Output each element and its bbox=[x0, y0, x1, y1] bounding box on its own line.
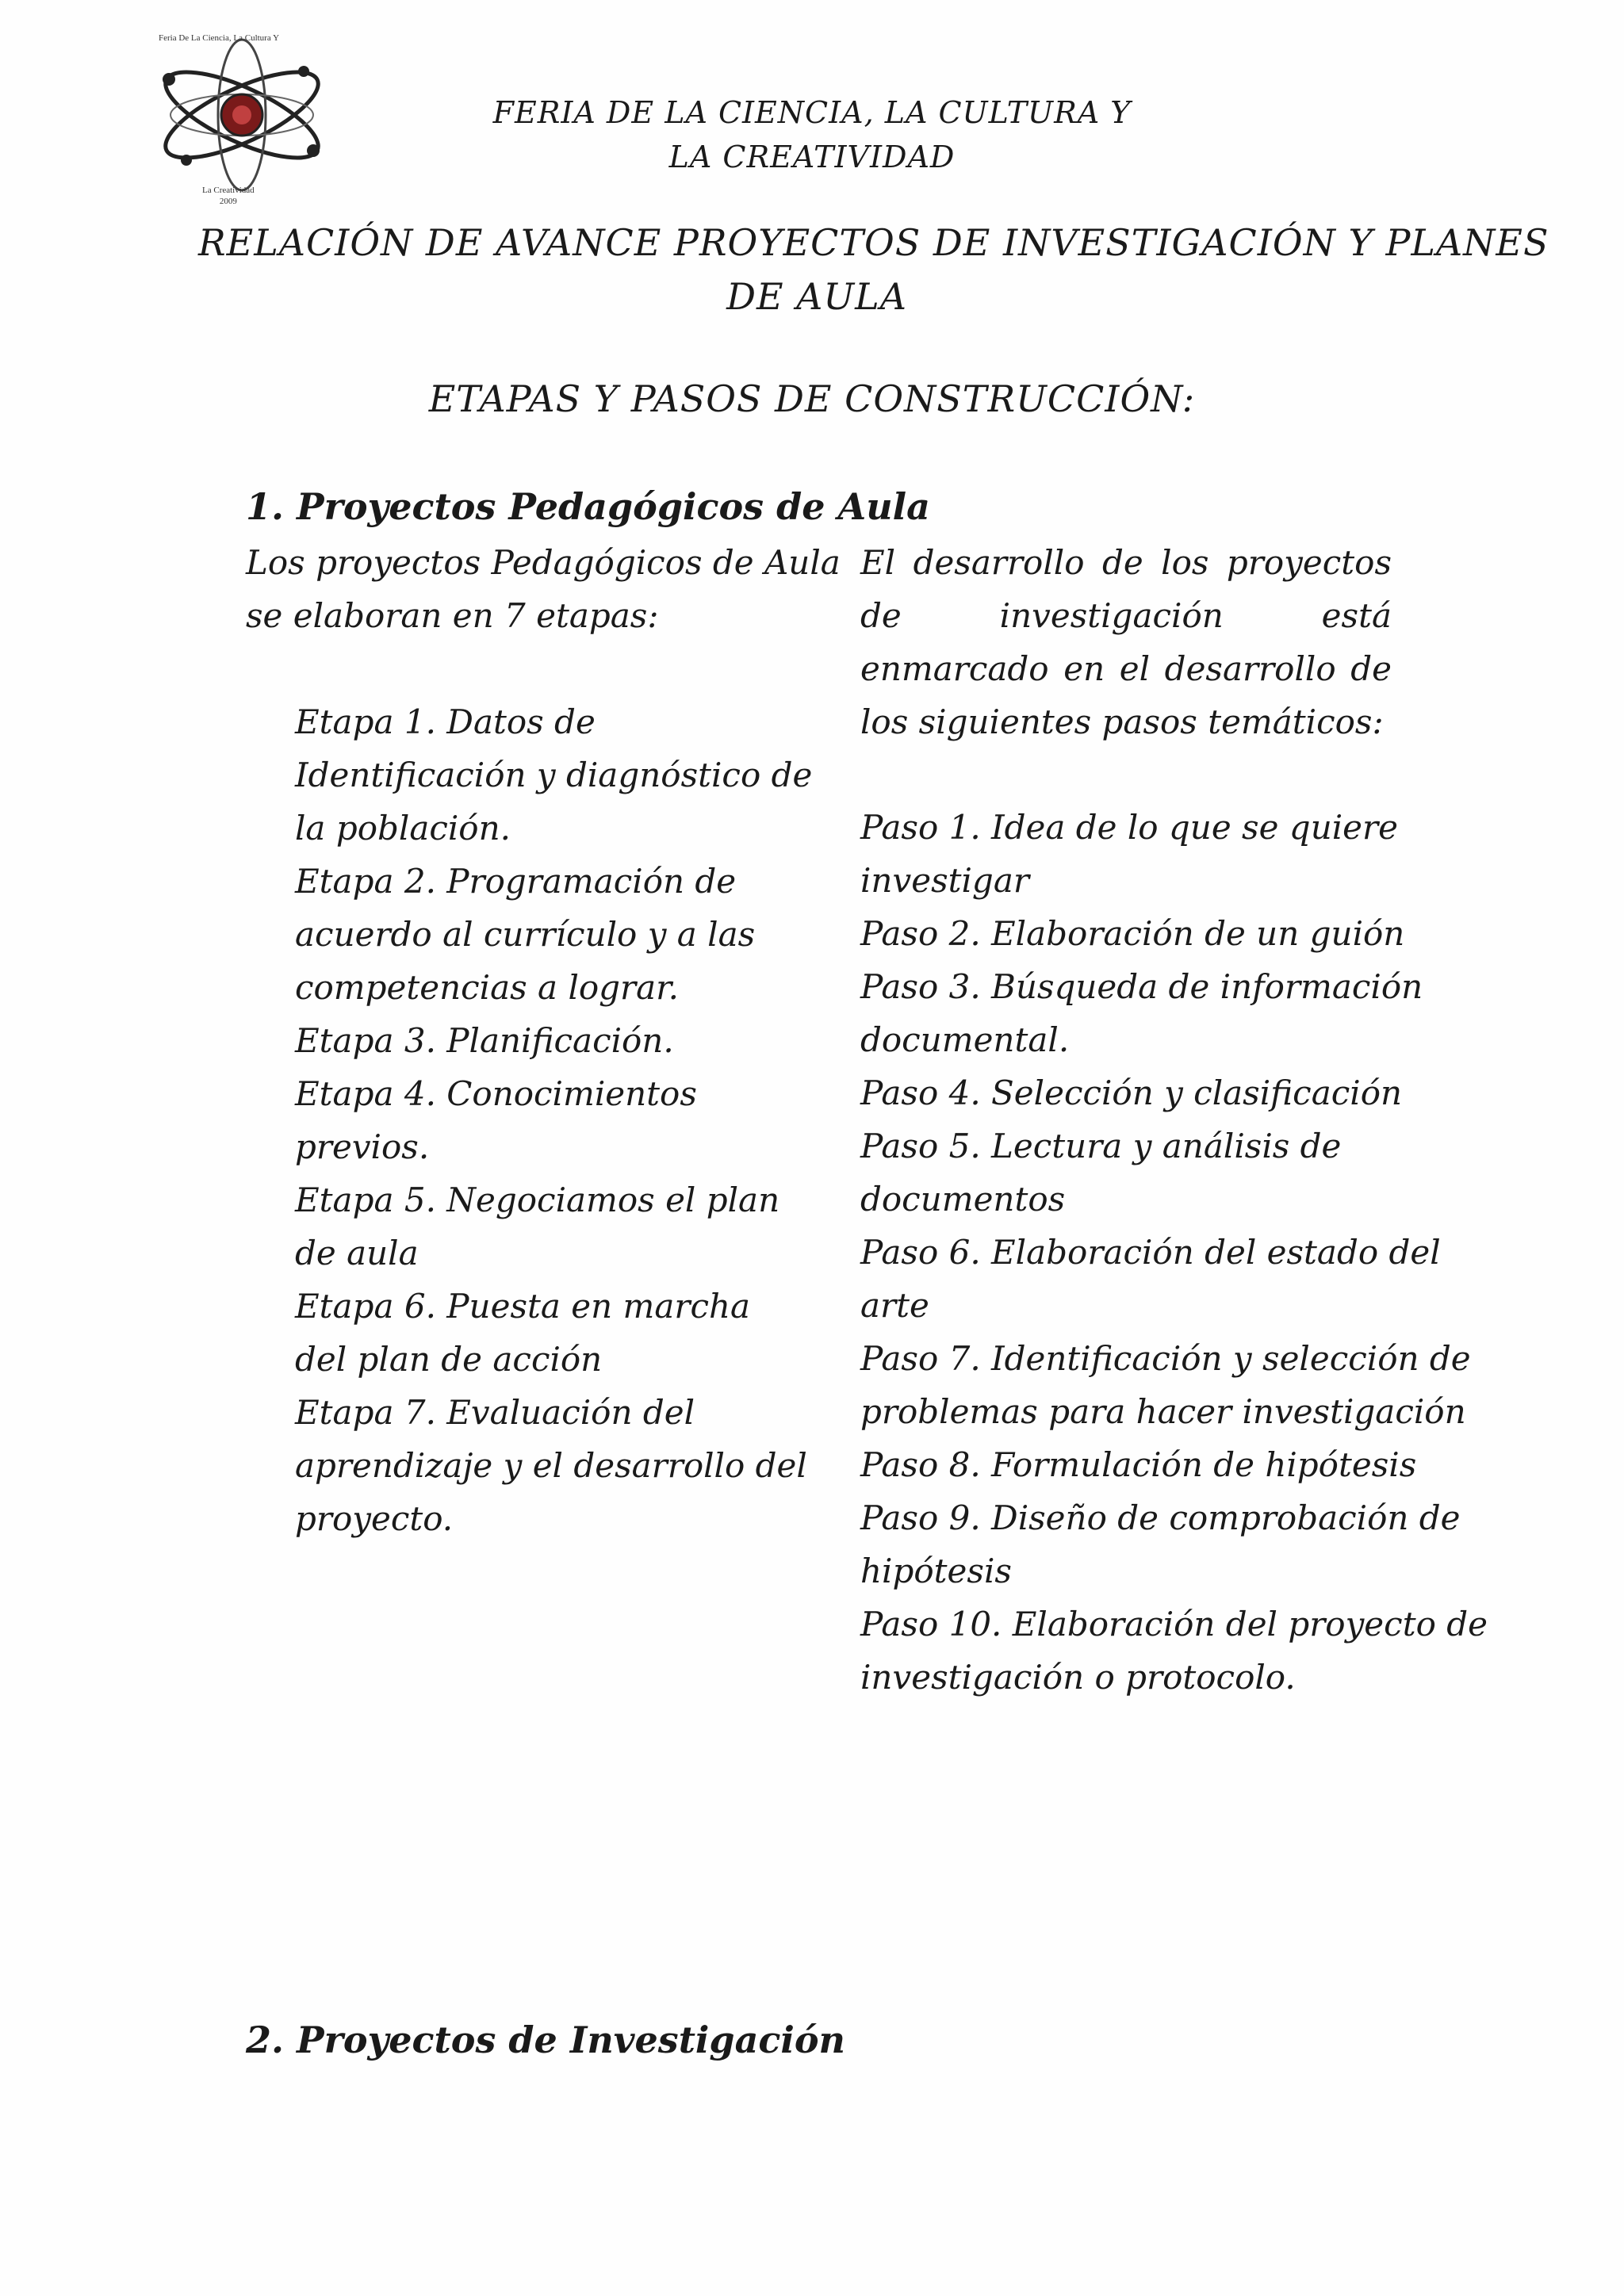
etapa-line: Etapa 6. Puesta en marcha bbox=[295, 1287, 751, 1326]
logo-caption-line: La Creatividad bbox=[202, 186, 255, 195]
logo-caption-top: Feria De La Ciencia, La Cultura Y bbox=[159, 33, 280, 43]
etapa-line: proyecto. bbox=[295, 1499, 454, 1538]
paso-line: problemas para hacer investigación bbox=[860, 1392, 1466, 1431]
logo-caption-year: 2009 bbox=[219, 197, 237, 206]
paso-line: documental. bbox=[860, 1020, 1070, 1059]
paso-line: documentos bbox=[860, 1180, 1066, 1219]
etapas-list bbox=[295, 695, 813, 1545]
etapa-line: la población. bbox=[295, 809, 511, 848]
header-line-2: LA CREATIVIDAD bbox=[668, 140, 956, 174]
header-line-1: FERIA DE LA CIENCIA, LA CULTURA Y bbox=[492, 95, 1132, 130]
right-intro-paragraph: El desarrollo de los proyectos de investigación está enmarcado en el desarrollo de los siguientes pasos temáticos: bbox=[860, 543, 1392, 741]
paso-line: Paso 9. Diseño de comprobación de bbox=[860, 1498, 1461, 1537]
title-line-1: RELACIÓN DE AVANCE PROYECTOS DE INVESTIGACIÓN Y PLANES bbox=[198, 221, 1549, 264]
etapa-line: competencias a lograr. bbox=[295, 968, 679, 1007]
etapa-line: del plan de acción bbox=[295, 1340, 603, 1379]
left-intro bbox=[246, 536, 841, 642]
section-1-heading: 1. Proyectos Pedagógicos de Aula bbox=[246, 485, 930, 528]
paso-line: hipótesis bbox=[860, 1552, 1012, 1590]
paso-line: Paso 2. Elaboración de un guión bbox=[860, 914, 1405, 953]
document-subtitle: ETAPAS Y PASOS DE CONSTRUCCIÓN: bbox=[428, 377, 1196, 420]
logo-caption-bottom bbox=[202, 185, 255, 207]
paso-line: investigación o protocolo. bbox=[860, 1658, 1296, 1697]
etapa-line: Etapa 7. Evaluación del bbox=[295, 1393, 695, 1432]
etapa-line: Etapa 3. Planificación. bbox=[295, 1021, 674, 1060]
etapa-line: previos. bbox=[295, 1127, 430, 1166]
paso-line: arte bbox=[860, 1286, 929, 1325]
pasos-list bbox=[860, 801, 1488, 1704]
etapa-line: Etapa 5. Negociamos el plan bbox=[295, 1181, 780, 1219]
etapa-line: Etapa 4. Conocimientos bbox=[295, 1074, 697, 1113]
etapa-line: Etapa 2. Programación de bbox=[295, 862, 737, 901]
paso-line: Paso 8. Formulación de hipótesis bbox=[860, 1445, 1417, 1484]
paso-line: Paso 10. Elaboración del proyecto de bbox=[860, 1605, 1488, 1644]
left-intro-line: Los proyectos Pedagógicos de Aula bbox=[246, 543, 841, 582]
title-line-2: DE AULA bbox=[726, 275, 907, 318]
paso-line: investigar bbox=[860, 861, 1029, 900]
paso-line: Paso 3. Búsqueda de información bbox=[860, 967, 1423, 1006]
left-intro-line: se elaboran en 7 etapas: bbox=[246, 596, 659, 635]
paso-line: Paso 6. Elaboración del estado del bbox=[860, 1233, 1441, 1272]
paso-line: Paso 5. Lectura y análisis de bbox=[860, 1127, 1342, 1165]
document-title bbox=[198, 216, 1549, 323]
etapa-line: de aula bbox=[295, 1234, 419, 1272]
etapa-line: aprendizaje y el desarrollo del bbox=[295, 1446, 807, 1485]
etapa-line: Identificación y diagnóstico de bbox=[295, 756, 813, 794]
paso-line: Paso 1. Idea de lo que se quiere bbox=[860, 808, 1398, 847]
etapa-line: Etapa 1. Datos de bbox=[295, 702, 596, 741]
paso-line: Paso 4. Selección y clasificación bbox=[860, 1073, 1403, 1112]
etapa-line: acuerdo al currículo y a las bbox=[295, 915, 756, 954]
section-2-heading: 2. Proyectos de Investigación bbox=[246, 2019, 845, 2061]
paso-line: Paso 7. Identificación y selección de bbox=[860, 1339, 1471, 1378]
